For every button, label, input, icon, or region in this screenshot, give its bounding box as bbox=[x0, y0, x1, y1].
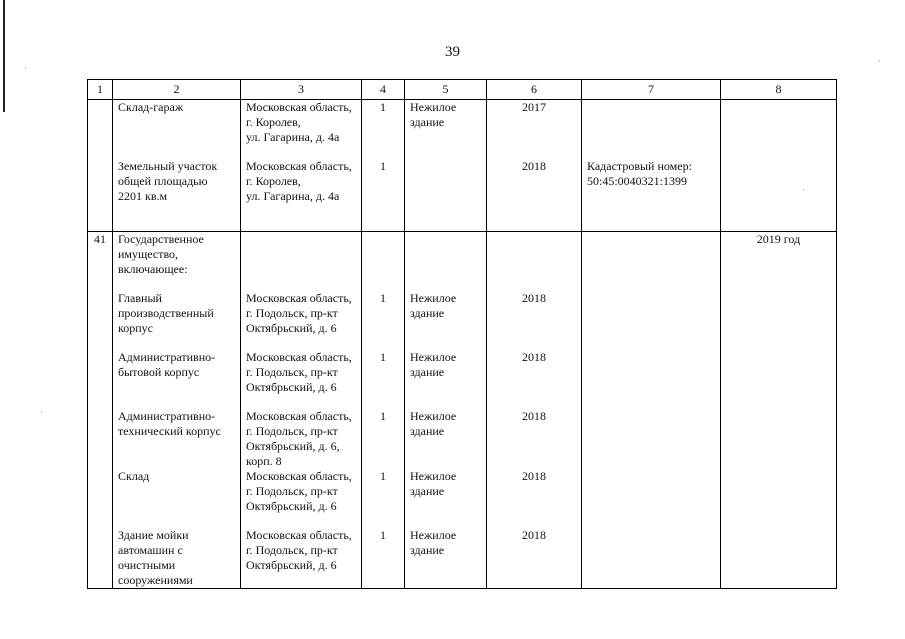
table-row bbox=[88, 350, 837, 409]
group-heading: Государственное имущество, включающее: bbox=[113, 232, 241, 291]
item-details bbox=[582, 291, 721, 350]
property-table bbox=[87, 79, 837, 589]
row-number: 41 bbox=[88, 232, 113, 291]
item-note bbox=[721, 159, 837, 232]
item-details bbox=[582, 528, 721, 589]
item-name: Главный производственный корпус bbox=[113, 291, 241, 350]
table-row bbox=[88, 291, 837, 350]
row-number-cell bbox=[88, 409, 113, 469]
row-number-cell bbox=[88, 528, 113, 589]
column-header: 3 bbox=[241, 80, 362, 100]
column-header: 4 bbox=[362, 80, 405, 100]
empty-cell bbox=[241, 232, 362, 291]
column-header: 7 bbox=[582, 80, 721, 100]
item-type: Нежилое здание bbox=[405, 291, 487, 350]
item-address: Московская область, г. Подольск, пр-кт Октябрьский, д. 6 bbox=[241, 528, 362, 589]
scan-speck bbox=[25, 68, 26, 69]
item-quantity: 1 bbox=[362, 469, 405, 528]
table-row bbox=[88, 528, 837, 589]
row-number-cell bbox=[88, 100, 113, 159]
item-name: Земельный участок общей площадью 2201 кв.м bbox=[113, 159, 241, 232]
item-address: Московская область, г. Королев, ул. Гагарина, д. 4а bbox=[241, 159, 362, 232]
column-header: 1 bbox=[88, 80, 113, 100]
table-row bbox=[88, 409, 837, 469]
column-header: 6 bbox=[487, 80, 582, 100]
item-address: Московская область, г. Подольск, пр-кт Октябрьский, д. 6 bbox=[241, 469, 362, 528]
column-header: 2 bbox=[113, 80, 241, 100]
page-number: 39 bbox=[445, 44, 460, 60]
item-type bbox=[405, 159, 487, 232]
item-details: Кадастровый номер: 50:45:0040321:1399 bbox=[582, 159, 721, 232]
item-type: Нежилое здание bbox=[405, 409, 487, 469]
group-heading-row bbox=[88, 232, 837, 291]
item-type: Нежилое здание bbox=[405, 528, 487, 589]
item-quantity: 1 bbox=[362, 350, 405, 409]
item-year: 2018 bbox=[487, 291, 582, 350]
item-note bbox=[721, 100, 837, 159]
item-address: Московская область, г. Подольск, пр-кт Октябрьский, д. 6 bbox=[241, 350, 362, 409]
item-note bbox=[721, 528, 837, 589]
item-type: Нежилое здание bbox=[405, 350, 487, 409]
item-year: 2018 bbox=[487, 469, 582, 528]
row-number-cell bbox=[88, 350, 113, 409]
item-address: Московская область, г. Подольск, пр-кт Октябрьский, д. 6 bbox=[241, 291, 362, 350]
item-address: Московская область, г. Королев, ул. Гагарина, д. 4а bbox=[241, 100, 362, 159]
table-row bbox=[88, 100, 837, 159]
item-quantity: 1 bbox=[362, 291, 405, 350]
item-name: Административно- технический корпус bbox=[113, 409, 241, 469]
item-note bbox=[721, 291, 837, 350]
empty-cell bbox=[487, 232, 582, 291]
item-note bbox=[721, 350, 837, 409]
item-details bbox=[582, 100, 721, 159]
row-number-cell bbox=[88, 469, 113, 528]
item-name: Склад bbox=[113, 469, 241, 528]
item-year: 2017 bbox=[487, 100, 582, 159]
scan-speck bbox=[41, 412, 42, 413]
item-type: Нежилое здание bbox=[405, 100, 487, 159]
empty-cell bbox=[362, 232, 405, 291]
row-number-cell bbox=[88, 291, 113, 350]
item-name: Склад-гараж bbox=[113, 100, 241, 159]
item-type: Нежилое здание bbox=[405, 469, 487, 528]
item-details bbox=[582, 350, 721, 409]
item-note bbox=[721, 469, 837, 528]
row-number-cell bbox=[88, 159, 113, 232]
item-name: Административно- бытовой корпус bbox=[113, 350, 241, 409]
column-header: 8 bbox=[721, 80, 837, 100]
empty-cell bbox=[582, 232, 721, 291]
item-quantity: 1 bbox=[362, 100, 405, 159]
item-note bbox=[721, 409, 837, 469]
item-year: 2018 bbox=[487, 350, 582, 409]
empty-cell bbox=[405, 232, 487, 291]
table-row bbox=[88, 469, 837, 528]
group-note: 2019 год bbox=[721, 232, 837, 291]
item-year: 2018 bbox=[487, 528, 582, 589]
table-header-row bbox=[88, 80, 837, 100]
item-quantity: 1 bbox=[362, 528, 405, 589]
item-details bbox=[582, 409, 721, 469]
item-year: 2018 bbox=[487, 159, 582, 232]
item-name: Здание мойки автомашин с очистными сооружениями bbox=[113, 528, 241, 589]
item-quantity: 1 bbox=[362, 159, 405, 232]
item-details bbox=[582, 469, 721, 528]
item-year: 2018 bbox=[487, 409, 582, 469]
item-address: Московская область, г. Подольск, пр-кт Октябрьский, д. 6, корп. 8 bbox=[241, 409, 362, 469]
column-header: 5 bbox=[405, 80, 487, 100]
table-row bbox=[88, 159, 837, 232]
item-quantity: 1 bbox=[362, 409, 405, 469]
